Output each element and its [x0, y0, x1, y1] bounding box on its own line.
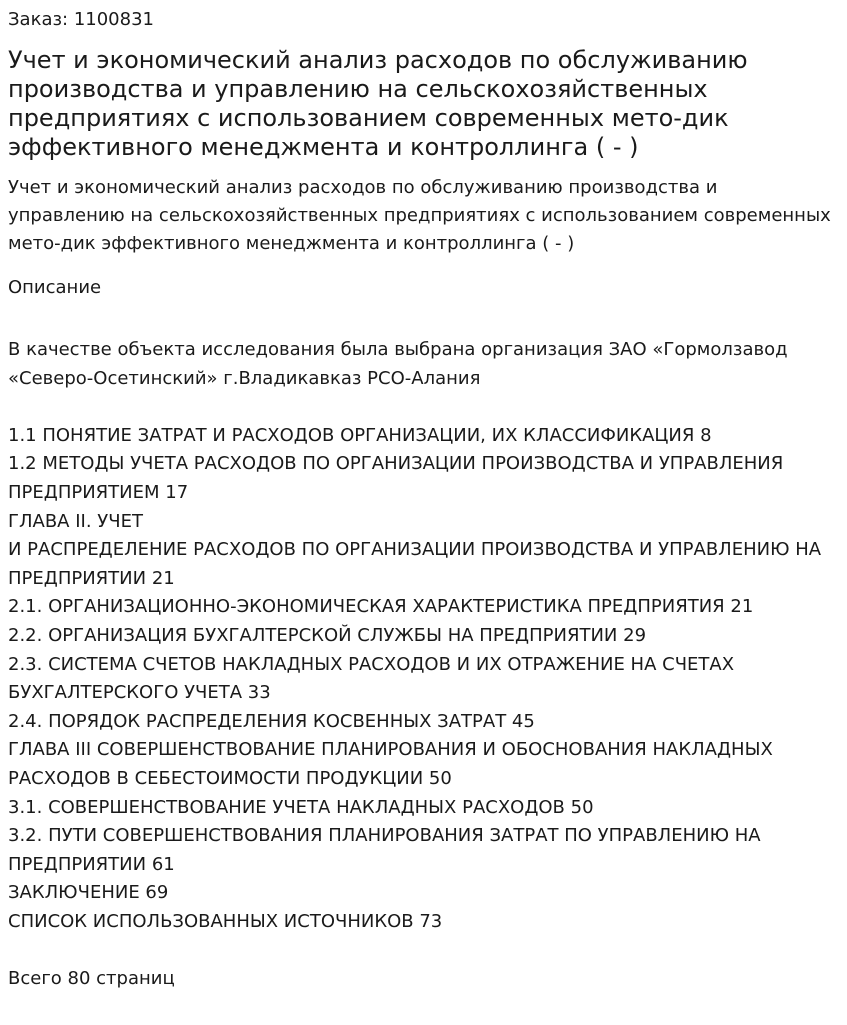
intro-paragraph: В качестве объекта исследования была выбрана организация ЗАО «Гормолзавод «Северо-Осетинский» г.Владикавказ РСО-Алания [8, 339, 788, 389]
description-body [8, 336, 839, 994]
toc-item: И РАСПРЕДЕЛЕНИЕ РАСХОДОВ ПО ОРГАНИЗАЦИИ ПРОИЗВОДСТВА И УПРАВЛЕНИЮ НА ПРЕДПРИЯТИИ 21 [8, 539, 822, 589]
spacer [8, 393, 839, 422]
spacer [8, 936, 839, 965]
page-title: Учет и экономический анализ расходов по обслуживанию производства и управлению на сельскохозяйственных предприятиях с использованием современных мето-дик эффективного менеджмента и контроллинга ( - ) [8, 46, 748, 161]
table-of-contents [8, 422, 839, 937]
toc-item: 1.2 МЕТОДЫ УЧЕТА РАСХОДОВ ПО ОРГАНИЗАЦИИ ПРОИЗВОДСТВА И УПРАВЛЕНИЯ ПРЕДПРИЯТИЕМ 17 [8, 453, 784, 503]
toc-item: ГЛАВА II. УЧЕТ [8, 510, 143, 532]
toc-item: 2.1. ОРГАНИЗАЦИОННО-ЭКОНОМИЧЕСКАЯ ХАРАКТЕРИСТИКА ПРЕДПРИЯТИЯ 21 [8, 596, 754, 618]
toc-item: 2.2. ОРГАНИЗАЦИЯ БУХГАЛТЕРСКОЙ СЛУЖБЫ НА ПРЕДПРИЯТИИ 29 [8, 624, 647, 646]
order-number: Заказ: 1100831 [8, 9, 154, 30]
toc-item: ЗАКЛЮЧЕНИЕ 69 [8, 882, 169, 904]
description-label: Описание [8, 277, 102, 298]
total-pages: Всего 80 страниц [8, 968, 175, 990]
page-subtitle: Учет и экономический анализ расходов по обслуживанию производства и управлению на сельскохозяйственных предприятиях с использованием современных мето-дик эффективного менеджмента и контроллинга ( - ) [8, 177, 831, 254]
toc-item: 1.1 ПОНЯТИЕ ЗАТРАТ И РАСХОДОВ ОРГАНИЗАЦИИ, ИХ КЛАССИФИКАЦИЯ 8 [8, 424, 712, 446]
toc-item: СПИСОК ИСПОЛЬЗОВАННЫХ ИСТОЧНИКОВ 73 [8, 910, 443, 932]
toc-item: 2.3. СИСТЕМА СЧЕТОВ НАКЛАДНЫХ РАСХОДОВ И ИХ ОТРАЖЕНИЕ НА СЧЕТАХ БУХГАЛТЕРСКОГО УЧЕТА 33 [8, 653, 735, 704]
toc-item: ГЛАВА III СОВЕРШЕНСТВОВАНИЕ ПЛАНИРОВАНИЯ И ОБОСНОВАНИЯ НАКЛАДНЫХ РАСХОДОВ В СЕБЕСТОИМОСТИ ПРОДУКЦИИ 50 [8, 739, 773, 789]
toc-item: 3.1. СОВЕРШЕНСТВОВАНИЕ УЧЕТА НАКЛАДНЫХ РАСХОДОВ 50 [8, 796, 594, 818]
toc-item: 2.4. ПОРЯДОК РАСПРЕДЕЛЕНИЯ КОСВЕННЫХ ЗАТРАТ 45 [8, 710, 535, 732]
toc-item: 3.2. ПУТИ СОВЕРШЕНСТВОВАНИЯ ПЛАНИРОВАНИЯ ЗАТРАТ ПО УПРАВЛЕНИЮ НА ПРЕДПРИЯТИИ 61 [8, 825, 761, 875]
